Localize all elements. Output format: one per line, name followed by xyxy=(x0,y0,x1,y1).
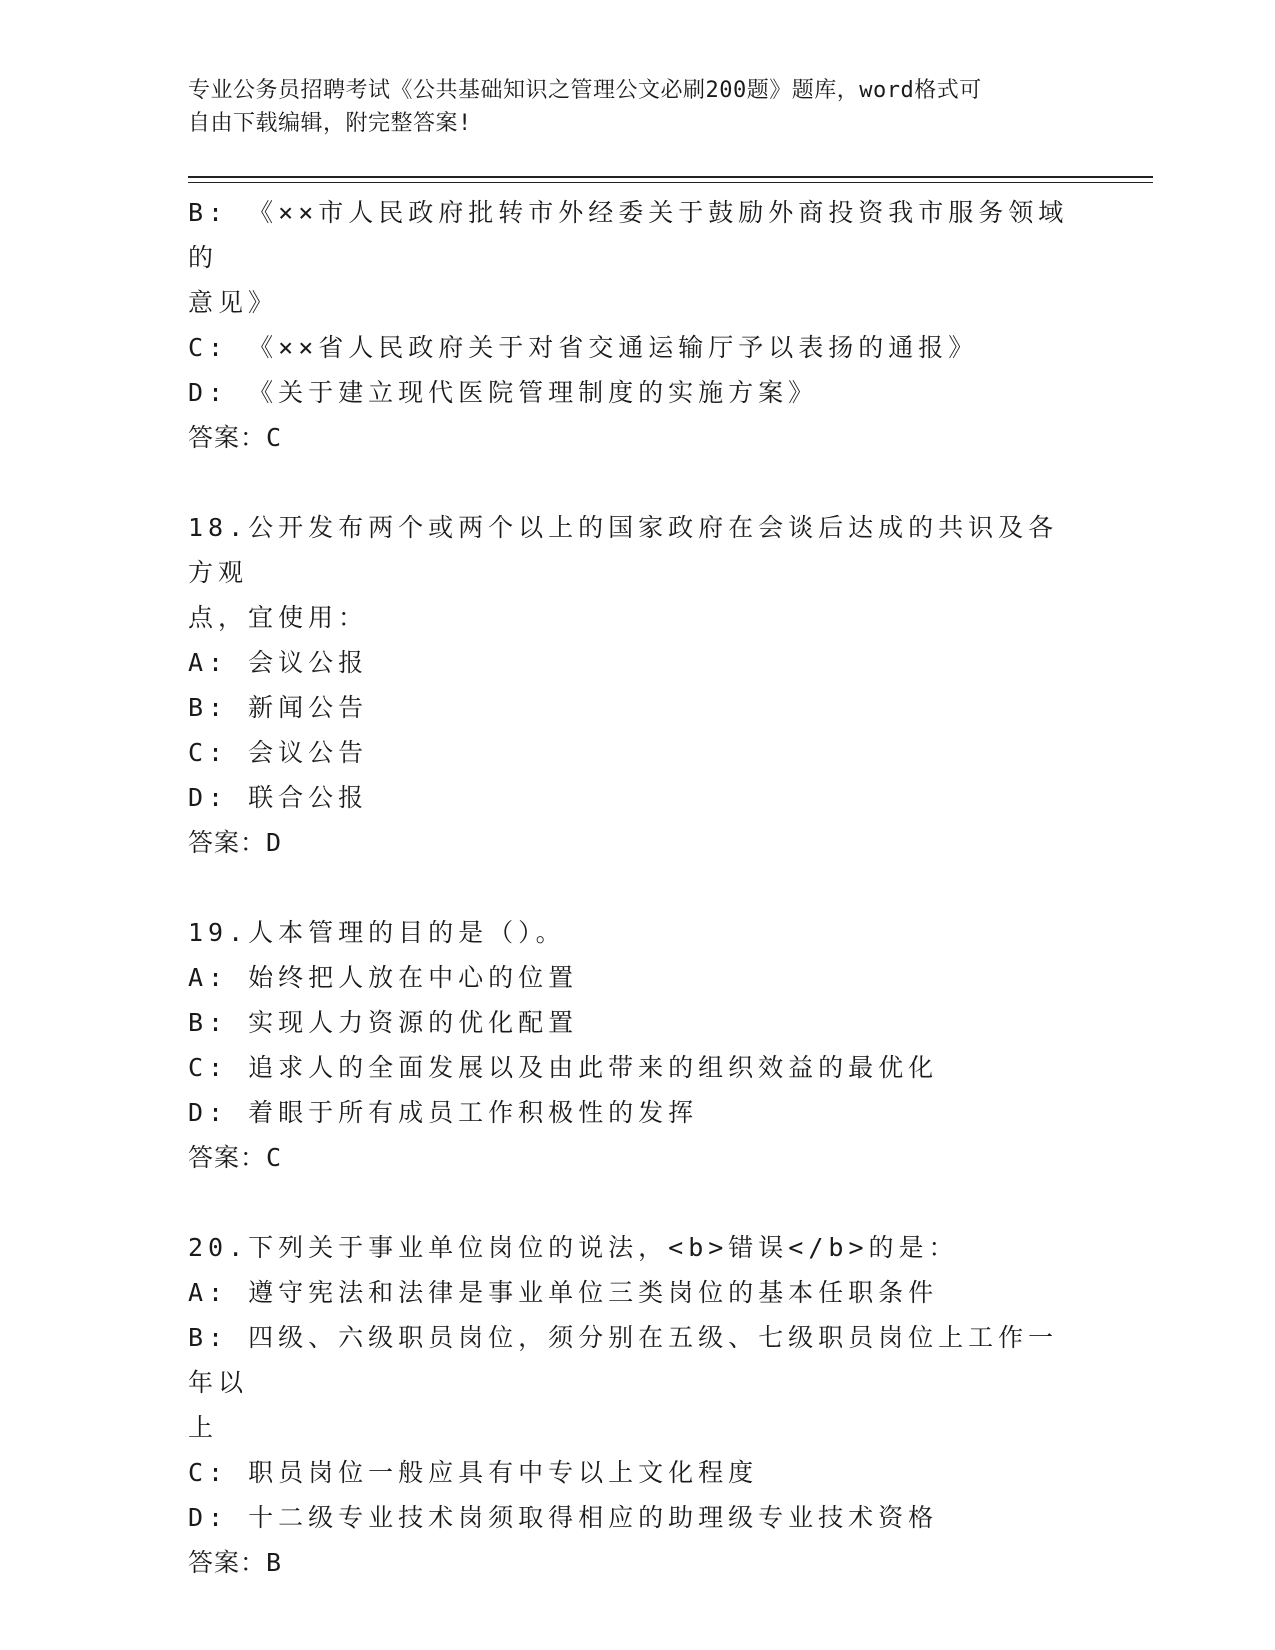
option-d: D: 联合公报 xyxy=(188,783,369,812)
answer: 答案：C xyxy=(188,1143,283,1172)
option-a: A: 始终把人放在中心的位置 xyxy=(188,963,579,992)
answer: 答案：B xyxy=(188,1548,283,1577)
question-19 xyxy=(188,910,1078,1180)
question-stem-continued: 点，宜使用： xyxy=(188,603,369,632)
header-line-2: 自由下载编辑，附完整答案! xyxy=(188,111,472,136)
question-list xyxy=(188,190,1078,1585)
spacer xyxy=(188,865,1078,910)
option-d: D: 《关于建立现代医院管理制度的实施方案》 xyxy=(188,378,819,407)
header-rule-thin xyxy=(188,182,1153,183)
header-rule-thick xyxy=(188,176,1153,178)
header-line-1: 专业公务员招聘考试《公共基础知识之管理公文必刷200题》题库，word格式可 xyxy=(188,78,982,103)
option-b-continued: 上 xyxy=(188,1413,219,1442)
question-20 xyxy=(188,1225,1078,1585)
option-b: B: 四级、六级职员岗位，须分别在五级、七级职员岗位上工作一年以 xyxy=(188,1323,1059,1397)
option-d: D: 着眼于所有成员工作积极性的发挥 xyxy=(188,1098,699,1127)
answer: 答案：D xyxy=(188,828,283,857)
option-a: A: 遵守宪法和法律是事业单位三类岗位的基本任职条件 xyxy=(188,1278,939,1307)
question-stem: 18.公开发布两个或两个以上的国家政府在会谈后达成的共识及各方观 xyxy=(188,513,1059,587)
answer: 答案：C xyxy=(188,423,283,452)
option-b-continued: 意见》 xyxy=(188,288,279,317)
question-stem: 19.人本管理的目的是（）。 xyxy=(188,918,566,947)
question-17 xyxy=(188,190,1078,460)
spacer xyxy=(188,460,1078,505)
option-a: A: 会议公报 xyxy=(188,648,369,677)
option-b: B: 新闻公告 xyxy=(188,693,369,722)
option-c: C: 《××省人民政府关于对省交通运输厅予以表扬的通报》 xyxy=(188,333,979,362)
question-stem: 20.下列关于事业单位岗位的说法，<b>错误</b>的是： xyxy=(188,1233,959,1262)
option-b: B: 《××市人民政府批转市外经委关于鼓励外商投资我市服务领域的 xyxy=(188,198,1069,272)
option-d: D: 十二级专业技术岗须取得相应的助理级专业技术资格 xyxy=(188,1503,939,1532)
option-b: B: 实现人力资源的优化配置 xyxy=(188,1008,579,1037)
spacer xyxy=(188,1180,1078,1225)
option-c: C: 会议公告 xyxy=(188,738,369,767)
option-c: C: 追求人的全面发展以及由此带来的组织效益的最优化 xyxy=(188,1053,939,1082)
page-header xyxy=(188,74,1068,140)
question-18 xyxy=(188,505,1078,865)
option-c: C: 职员岗位一般应具有中专以上文化程度 xyxy=(188,1458,759,1487)
